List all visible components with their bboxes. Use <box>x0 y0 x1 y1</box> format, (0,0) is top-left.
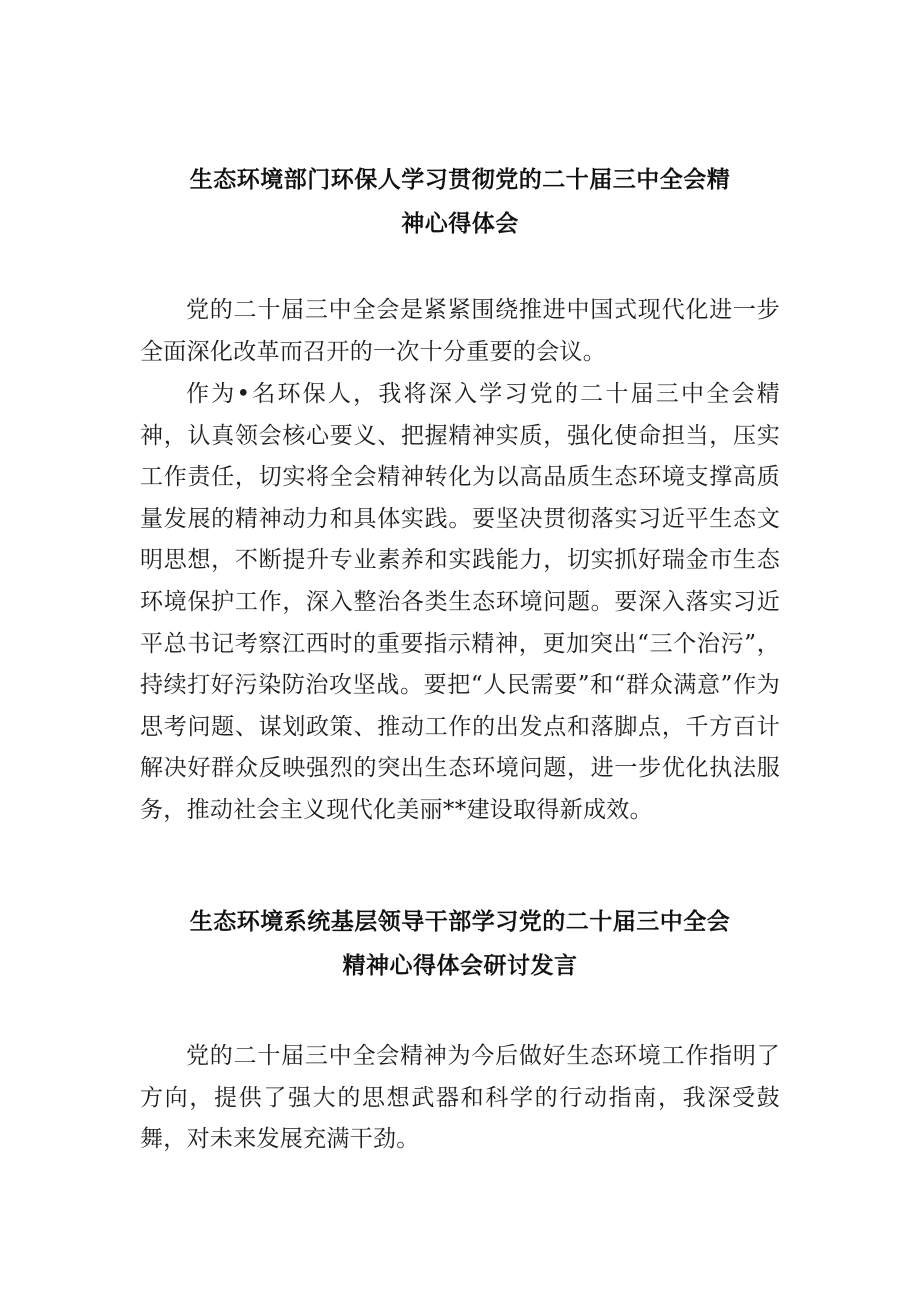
article-title <box>120 900 800 988</box>
title-line: 神心得体会 <box>401 211 519 237</box>
title-line: 精神心得体会研讨发言 <box>342 953 578 979</box>
article-title <box>120 158 800 246</box>
title-line: 生态环境部门环保人学习贯彻党的二十届三中全会精 <box>189 167 731 193</box>
body-paragraph: 作为•名环保人，我将深入学习党的二十届三中全会精神，认真领会核心要义、把握精神实质，强化使命担当，压实工作责任，切实将全会精神转化为以高品质生态环境支撑高质量发展的精神动力和具体实践。要坚决贯彻落实习近平生态文明思想，不断提升专业素养和实践能力，切实抓好瑞金市生态环境保护工作，深入整治各类生态环境问题。要深入落实习近平总书记考察江西时的重要指示精神，更加突出“三个治污”，持续打好污染防治攻坚战。要把“人民需要”和“群众满意”作为思考问题、谋划政策、推动工作的出发点和落脚点，千方百计解决好群众反映强烈的突出生态环境问题，进一步优化执法服务，推动社会主义现代化美丽**建设取得新成效。 <box>140 381 780 823</box>
title-line: 生态环境系统基层领导干部学习党的二十届三中全会 <box>189 909 731 935</box>
body-paragraph: 党的二十届三中全会是紧紧围绕推进中国式现代化进一步全面深化改革而召开的一次十分重要的会议。 <box>140 297 780 365</box>
body-paragraph: 党的二十届三中全会精神为今后做好生态环境工作指明了方向，提供了强大的思想武器和科学的行动指南，我深受鼓舞，对未来发展充满干劲。 <box>140 1043 780 1153</box>
